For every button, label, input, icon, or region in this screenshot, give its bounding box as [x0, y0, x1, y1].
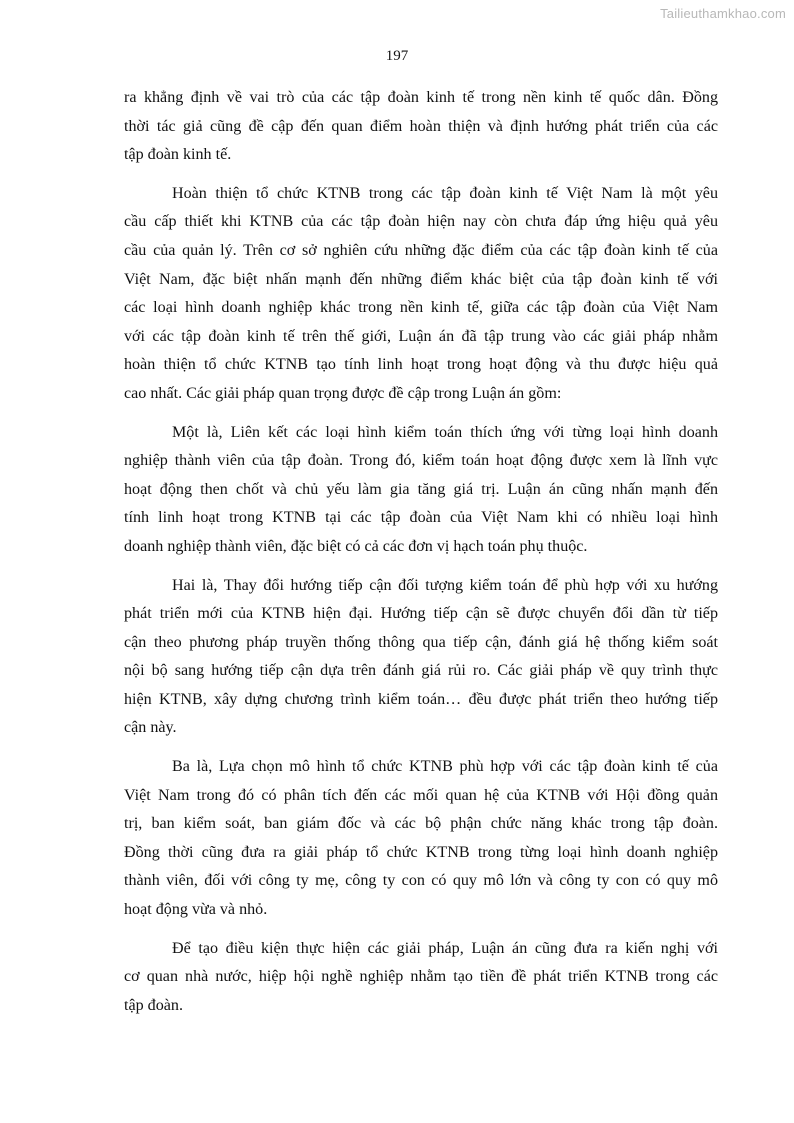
- text-line: Đồng thời cũng đưa ra giải pháp tổ chức KTNB trong từng loại hình doanh nghiệp: [124, 843, 718, 861]
- text-line: cận theo phương pháp truyền thống thông qua tiếp cận, đánh giá hệ thống kiểm soát: [124, 633, 718, 651]
- paragraph: [124, 180, 718, 409]
- text-line: cầu của quản lý. Trên cơ sở nghiên cứu những đặc điểm của các tập đoàn kinh tế của: [124, 241, 718, 259]
- text-line: Việt Nam, đặc biệt nhấn mạnh đến những điểm khác biệt của tập đoàn kinh tế với: [124, 270, 718, 288]
- text-line: cao nhất. Các giải pháp quan trọng được đề cập trong Luận án gồm:: [124, 384, 562, 402]
- page-number: 197: [385, 48, 409, 64]
- paragraph: [124, 572, 718, 744]
- text-line: Việt Nam trong đó có phân tích đến các mối quan hệ của KTNB với Hội đồng quản: [124, 786, 718, 804]
- text-line: Để tạo điều kiện thực hiện các giải pháp, Luận án cũng đưa ra kiến nghị với: [172, 939, 718, 957]
- text-line: Một là, Liên kết các loại hình kiểm toán thích ứng với từng loại hình doanh: [172, 423, 718, 441]
- text-line: hiện KTNB, xây dựng chương trình kiểm toán… đều được phát triển theo hướng tiếp: [124, 690, 718, 708]
- text-line: tập đoàn.: [124, 996, 183, 1014]
- text-line: cận này.: [124, 719, 177, 737]
- text-line: cầu cấp thiết khi KTNB của các tập đoàn hiện nay còn chưa đáp ứng hiệu quả yêu: [124, 213, 718, 231]
- text-line: Hai là, Thay đổi hướng tiếp cận đối tượng kiểm toán để phù hợp với xu hướng: [172, 576, 718, 594]
- paragraph: [124, 935, 718, 1021]
- document-body: [124, 84, 718, 1030]
- text-line: nội bộ sang hướng tiếp cận dựa trên đánh giá rủi ro. Các giải pháp về quy trình thực: [124, 662, 718, 680]
- text-line: ra khẳng định về vai trò của các tập đoàn kinh tế trong nền kinh tế quốc dân. Đồng: [124, 89, 718, 106]
- text-line: nghiệp thành viên của tập đoàn. Trong đó, kiểm toán hoạt động được xem là lĩnh vực: [124, 452, 718, 470]
- text-line: phát triển mới của KTNB hiện đại. Hướng tiếp cận sẽ được chuyển đổi dần từ tiếp: [124, 605, 718, 623]
- paragraph: [124, 419, 718, 562]
- paragraph: [124, 84, 718, 170]
- text-line: hoàn thiện tổ chức KTNB tạo tính linh hoạt trong hoạt động và thu được hiệu quả: [124, 356, 718, 374]
- text-line: trị, ban kiểm soát, ban giám đốc và các bộ phận chức năng khác trong tập đoàn.: [124, 815, 718, 833]
- paragraph: [124, 753, 718, 925]
- watermark: Tailieuthamkhao.com: [660, 6, 786, 21]
- text-line: Ba là, Lựa chọn mô hình tổ chức KTNB phù hợp với các tập đoàn kinh tế của: [172, 758, 718, 776]
- text-line: với các tập đoàn kinh tế trên thế giới, Luận án đã tập trung vào các giải pháp nhằm: [124, 327, 718, 345]
- text-line: tính linh hoạt trong KTNB tại các tập đoàn của Việt Nam khi có nhiều loại hình: [124, 509, 718, 527]
- text-line: thời tác giả cũng đề cập đến quan điểm hoàn thiện và định hướng phát triển của các: [124, 117, 718, 135]
- text-line: Hoàn thiện tổ chức KTNB trong các tập đoàn kinh tế Việt Nam là một yêu: [172, 184, 718, 202]
- text-line: cơ quan nhà nước, hiệp hội nghề nghiệp nhằm tạo tiền đề phát triển KTNB trong các: [124, 968, 718, 986]
- text-line: các loại hình doanh nghiệp khác trong nền kinh tế, giữa các tập đoàn của Việt Nam: [124, 299, 718, 317]
- text-line: hoạt động then chốt và chủ yếu làm gia tăng giá trị. Luận án cũng nhấn mạnh đến: [124, 480, 718, 498]
- text-line: doanh nghiệp thành viên, đặc biệt có cả các đơn vị hạch toán phụ thuộc.: [124, 537, 588, 555]
- text-line: tập đoàn kinh tế.: [124, 146, 232, 164]
- text-line: thành viên, đối với công ty mẹ, công ty con có quy mô lớn và công ty con có quy mô: [124, 872, 718, 890]
- text-line: hoạt động vừa và nhỏ.: [124, 901, 268, 919]
